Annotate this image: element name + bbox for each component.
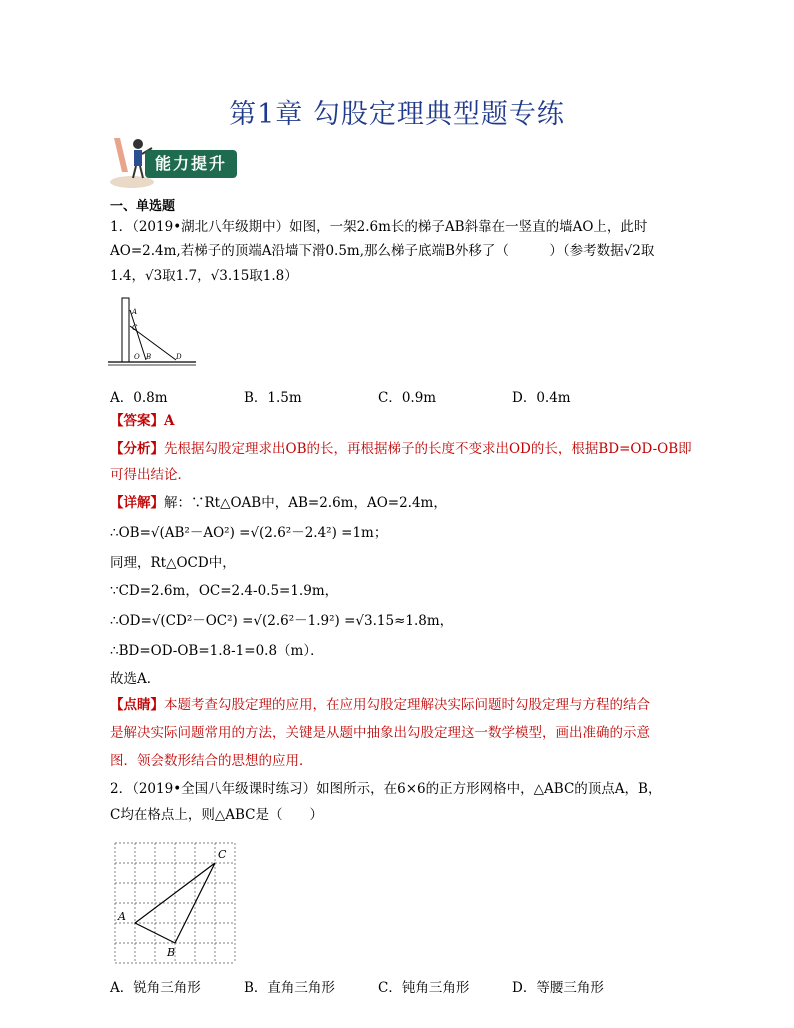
analysis-text: 先根据勾股定理求出OB的长，再根据梯子的长度不变求出OD的长，根据BD=OD-OB即	[164, 441, 692, 457]
q1-option-a: A．0.8m	[110, 390, 168, 406]
q1-option-b: B．1.5m	[244, 390, 302, 406]
q1-analysis-line-1	[110, 440, 692, 458]
q1-detail-line-3: 同理，Rt△OCD中，	[110, 555, 236, 571]
q2-label-c: C	[218, 848, 227, 861]
analysis-tag: 【分析】	[110, 441, 164, 457]
q2-option-b: B．直角三角形	[244, 980, 335, 996]
q1-label-c: C	[132, 324, 138, 332]
q1-answer: 【答案】A	[110, 413, 175, 429]
q1-comment-line-2: 是解决实际问题常用的方法，关键是从题中抽象出勾股定理这一数学模型，画出准确的示意	[110, 725, 650, 741]
q1-detail-line-4: ∵CD=2.6m，OC=2.4-0.5=1.9m，	[110, 583, 339, 599]
q2-stem-line-1: 2．（2019•全国八年级课时练习）如图所示，在6×6的正方形网格中，△ABC的顶点A，B，	[110, 781, 662, 797]
q2-label-b: B	[167, 946, 176, 959]
q1-detail-line-7: 故选A．	[110, 671, 161, 687]
detail-text: 解：∵Rt△OAB中，AB=2.6m，AO=2.4m，	[164, 495, 447, 511]
q2-option-a: A．锐角三角形	[110, 980, 201, 996]
q1-stem-line-1: 1．（2019•湖北八年级期中）如图，一架2.6m长的梯子AB斜靠在一竖直的墙AO上，此时	[110, 219, 648, 235]
q1-comment-line-3: 图．领会数形结合的思想的应用．	[110, 753, 313, 769]
q2-stem-line-2: C均在格点上，则△ABC是（ ）	[110, 807, 323, 823]
q1-comment-line-1	[110, 696, 650, 714]
q1-detail-line-6: ∴BD=OD-OB=1.8-1=0.8（m）．	[110, 643, 324, 659]
q1-stem-line-3: 1.4，√3取1.7，√3.15取1.8）	[110, 268, 298, 284]
q1-option-d: D．0.4m	[512, 390, 571, 406]
q1-label-o: O	[134, 353, 140, 361]
q1-analysis-line-2: 可得出结论．	[110, 467, 191, 483]
q1-label-d: D	[176, 353, 182, 361]
section-heading: 一、单选题	[110, 199, 176, 214]
q1-option-c: C．0.9m	[378, 390, 437, 406]
q1-detail-line-2: ∴OB=√(AB²－AO²) =√(2.6²－2.4²) =1m；	[110, 525, 388, 541]
q1-label-a: A	[132, 308, 138, 316]
q1-detail-line-1	[110, 494, 447, 512]
detail-tag: 【详解】	[110, 495, 164, 511]
q2-option-c: C．钝角三角形	[378, 980, 470, 996]
q2-grid	[115, 843, 235, 963]
section-badge: 能力提升	[145, 150, 237, 178]
q2-option-d: D．等腰三角形	[512, 980, 604, 996]
q2-label-a: A	[118, 910, 126, 923]
comment-tag: 【点睛】	[110, 697, 164, 713]
q1-stem-line-2: AO=2.4m,若梯子的顶端A沿墙下滑0.5m,那么梯子底端B外移了（ ）（参考数据√2取	[110, 243, 655, 259]
q1-ladder-figure	[108, 296, 198, 370]
comment-text: 本题考查勾股定理的应用，在应用勾股定理解决实际问题时勾股定理与方程的结合	[164, 697, 650, 713]
q1-label-b: B	[146, 353, 152, 361]
q2-grid-figure	[112, 840, 238, 964]
page-title: 第1章 勾股定理典型题专练	[229, 99, 565, 130]
q1-detail-line-5: ∴OD=√(CD²－OC²) =√(2.6²－1.9²) =√3.15≈1.8m，	[110, 613, 454, 629]
